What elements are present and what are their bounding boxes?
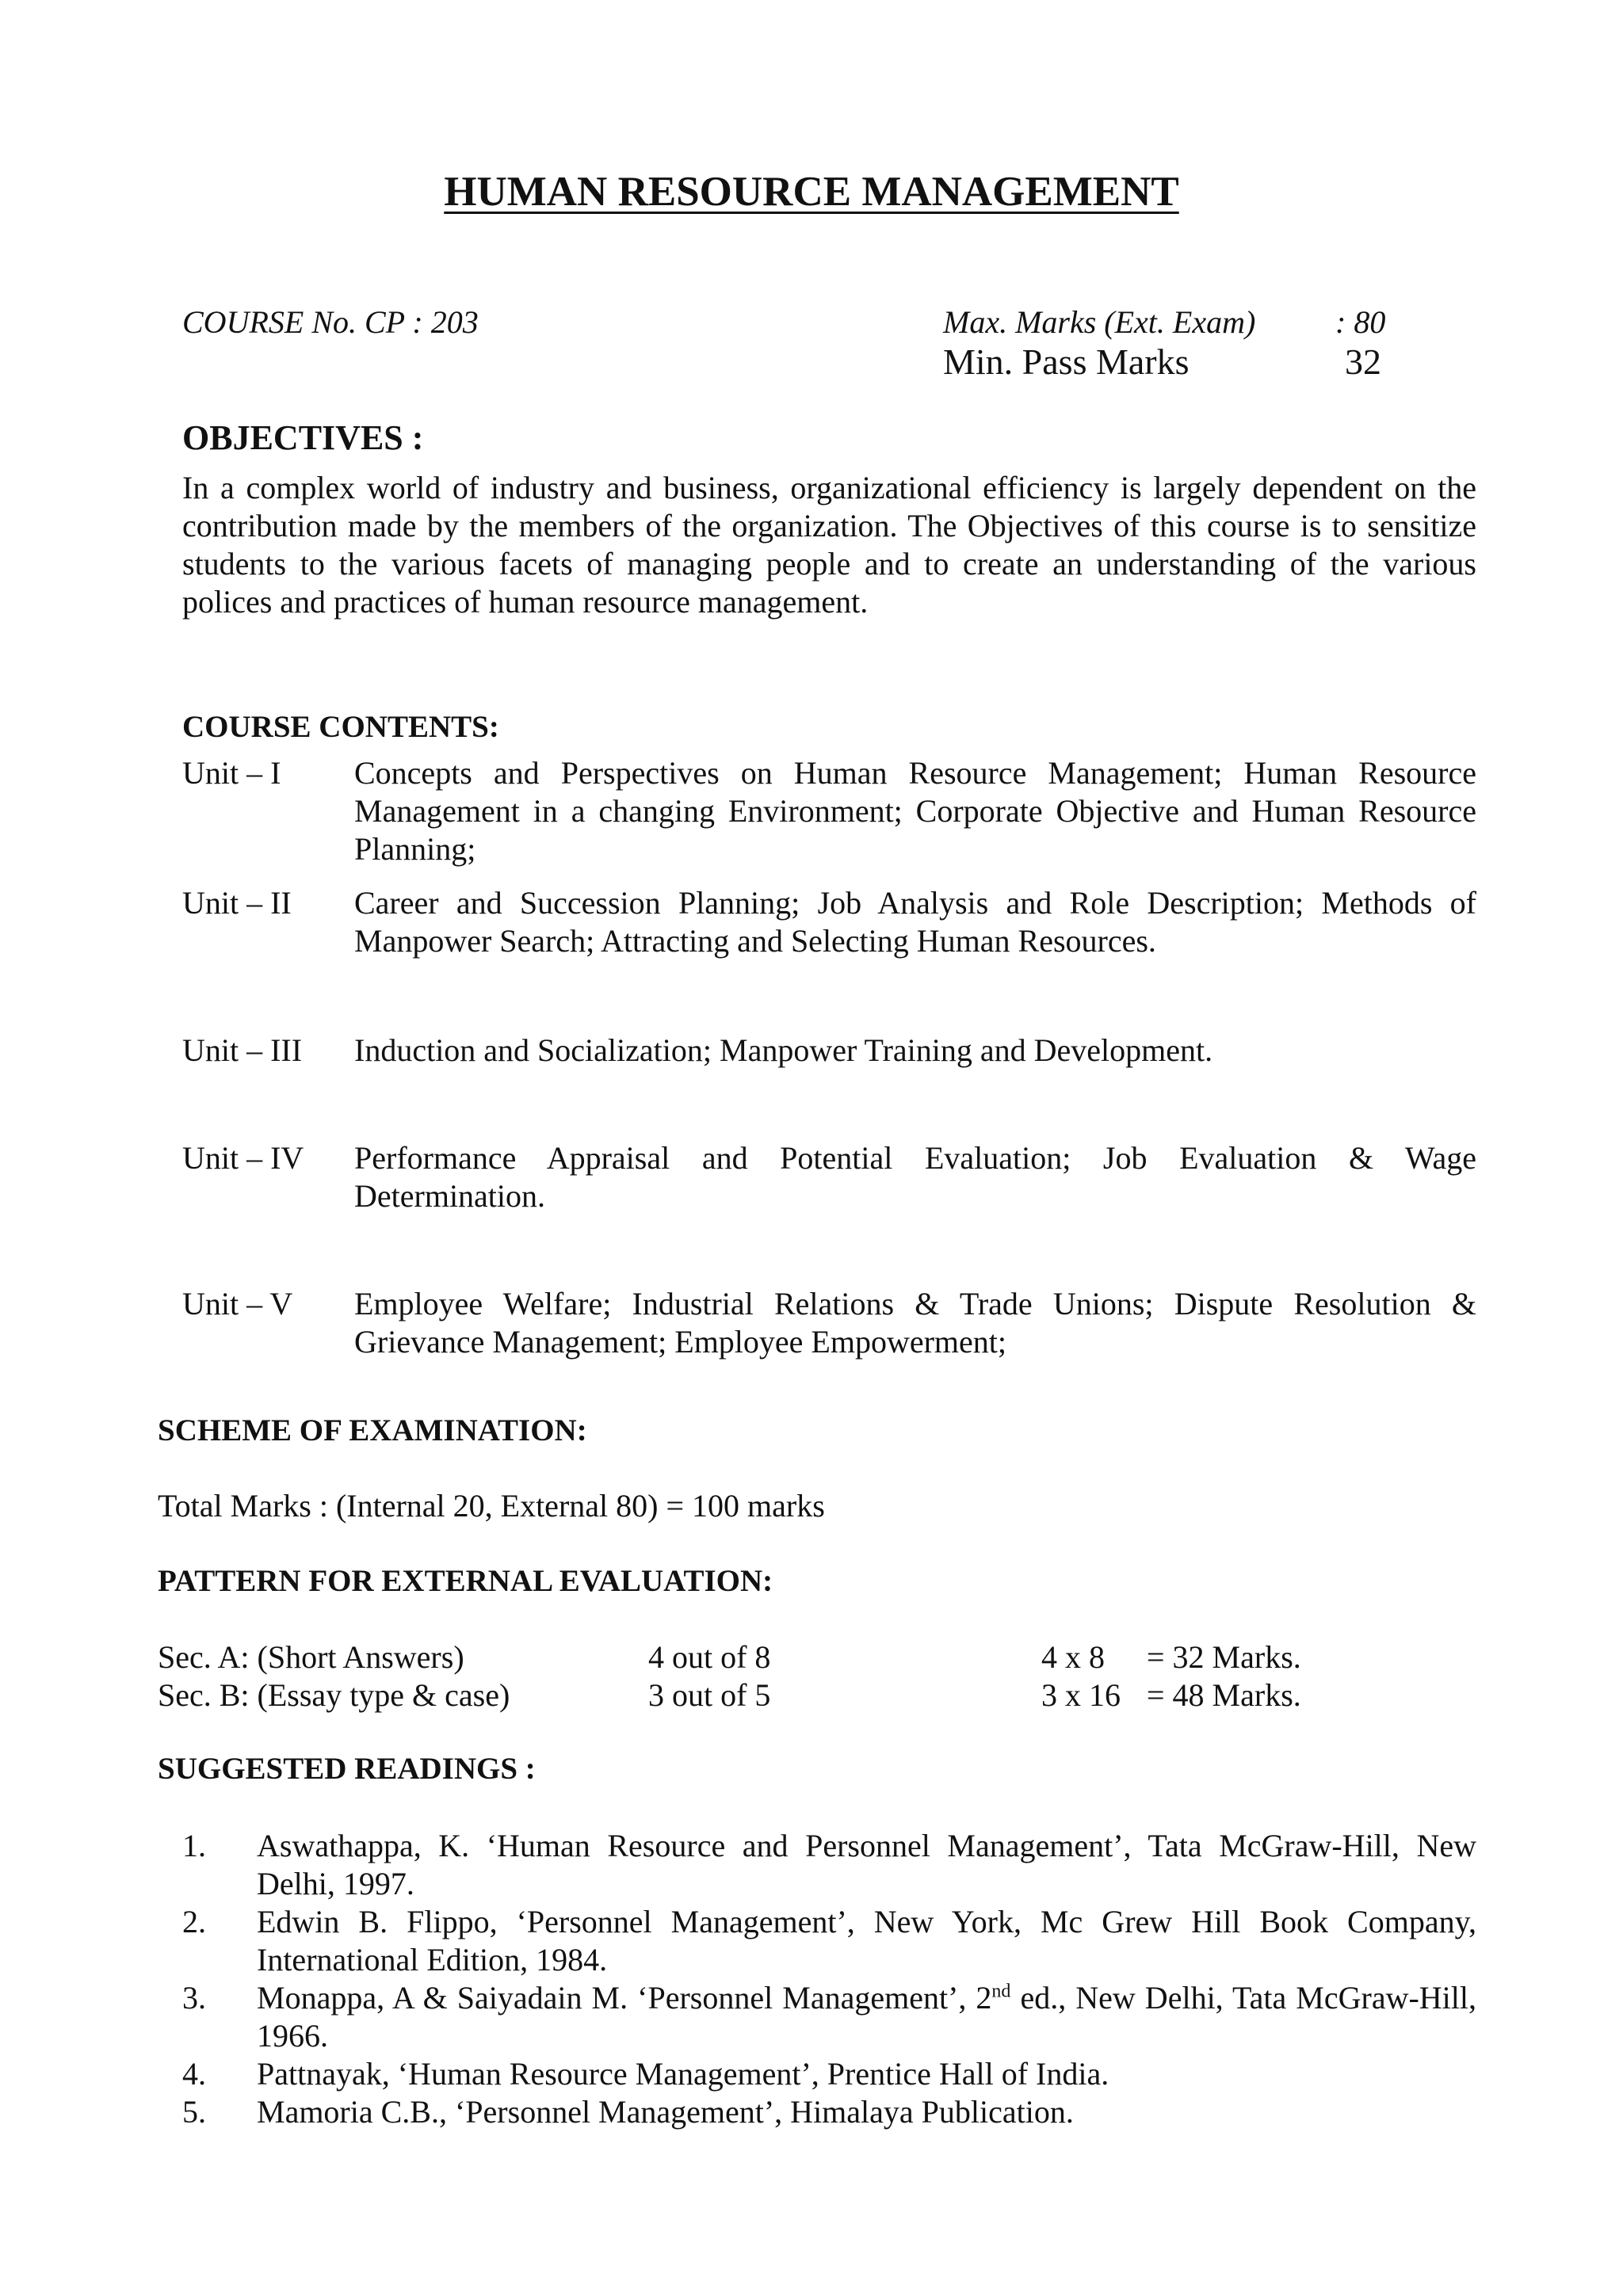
reading-text: Aswathappa, K. ‘Human Resource and Personnel Management’, Tata McGraw-Hill, New Delhi, 1997. <box>257 1828 1476 1901</box>
reading-number: 4. <box>182 2056 206 2092</box>
unit-3-label: Unit – III <box>182 1032 303 1068</box>
pattern-heading: PATTERN FOR EXTERNAL EVALUATION: <box>158 1564 773 1598</box>
min-pass-marks-value: 32 <box>1345 341 1381 382</box>
suggested-readings-heading: SUGGESTED READINGS : <box>158 1752 536 1786</box>
pattern-calc: 3 x 16 <box>1041 1677 1121 1713</box>
pattern-calc: 4 x 8 <box>1041 1639 1105 1675</box>
pattern-marks: = 48 Marks. <box>1147 1677 1301 1713</box>
reading-text <box>257 1979 1476 2055</box>
max-marks-value: : 80 <box>1335 304 1386 340</box>
reading-text: Edwin B. Flippo, ‘Personnel Management’, New York, Mc Grew Hill Book Company, International Edition, 1984. <box>257 1904 1476 1978</box>
unit-4-text: Performance Appraisal and Potential Evaluation; Job Evaluation & Wage Determination. <box>354 1140 1476 1214</box>
total-marks-line: Total Marks : (Internal 20, External 80) = 100 marks <box>158 1488 825 1524</box>
pattern-marks: = 32 Marks. <box>1147 1639 1301 1675</box>
max-marks-label: Max. Marks (Ext. Exam) <box>943 304 1256 340</box>
course-contents-heading: COURSE CONTENTS: <box>182 710 499 744</box>
reading-text-part: Monappa, A & Saiyadain M. ‘Personnel Management’, 2 <box>257 1980 992 2016</box>
reading-number: 2. <box>182 1904 206 1939</box>
unit-1-text: Concepts and Perspectives on Human Resource Management; Human Resource Management in a changing Environment; Corporate Objective and Human Resource Planning; <box>354 755 1476 867</box>
scheme-of-examination-heading: SCHEME OF EXAMINATION: <box>158 1413 587 1447</box>
unit-4-label: Unit – IV <box>182 1140 304 1176</box>
reading-number: 3. <box>182 1980 206 2016</box>
reading-number: 1. <box>182 1828 206 1863</box>
reading-text: Pattnayak, ‘Human Resource Management’, Prentice Hall of India. <box>257 2056 1109 2092</box>
objectives-paragraph: In a complex world of industry and business, organizational efficiency is largely dependent on the contribution made by the members of the organization. The Objectives of this course is to sensitize students to the various facets of managing people and to create an understanding of the various polices and practices of human resource management. <box>182 470 1476 620</box>
ordinal-superscript: nd <box>991 1981 1011 2002</box>
unit-3-text: Induction and Socialization; Manpower Training and Development. <box>354 1032 1213 1068</box>
pattern-choice: 3 out of 5 <box>648 1677 771 1713</box>
pattern-section: Sec. A: (Short Answers) <box>158 1639 464 1675</box>
pattern-section: Sec. B: (Essay type & case) <box>158 1677 510 1713</box>
unit-2-label: Unit – II <box>182 885 292 921</box>
reading-text-part: ed., New Delhi, Tata McGraw-Hill, 1966. <box>257 1980 1476 2054</box>
unit-5-label: Unit – V <box>182 1286 293 1322</box>
reading-number: 5. <box>182 2094 206 2130</box>
reading-text: Mamoria C.B., ‘Personnel Management’, Himalaya Publication. <box>257 2094 1074 2130</box>
page-title: HUMAN RESOURCE MANAGEMENT <box>444 169 1179 215</box>
unit-2-text: Career and Succession Planning; Job Analysis and Role Description; Methods of Manpower Search; Attracting and Selecting Human Resources. <box>354 885 1476 959</box>
pattern-choice: 4 out of 8 <box>648 1639 771 1675</box>
unit-1-label: Unit – I <box>182 755 281 791</box>
min-pass-marks-label: Min. Pass Marks <box>943 341 1190 382</box>
course-number: COURSE No. CP : 203 <box>182 304 479 340</box>
unit-5-text: Employee Welfare; Industrial Relations & Trade Unions; Dispute Resolution & Grievance Management; Employee Empowerment; <box>354 1286 1476 1360</box>
objectives-heading: OBJECTIVES : <box>182 418 424 457</box>
